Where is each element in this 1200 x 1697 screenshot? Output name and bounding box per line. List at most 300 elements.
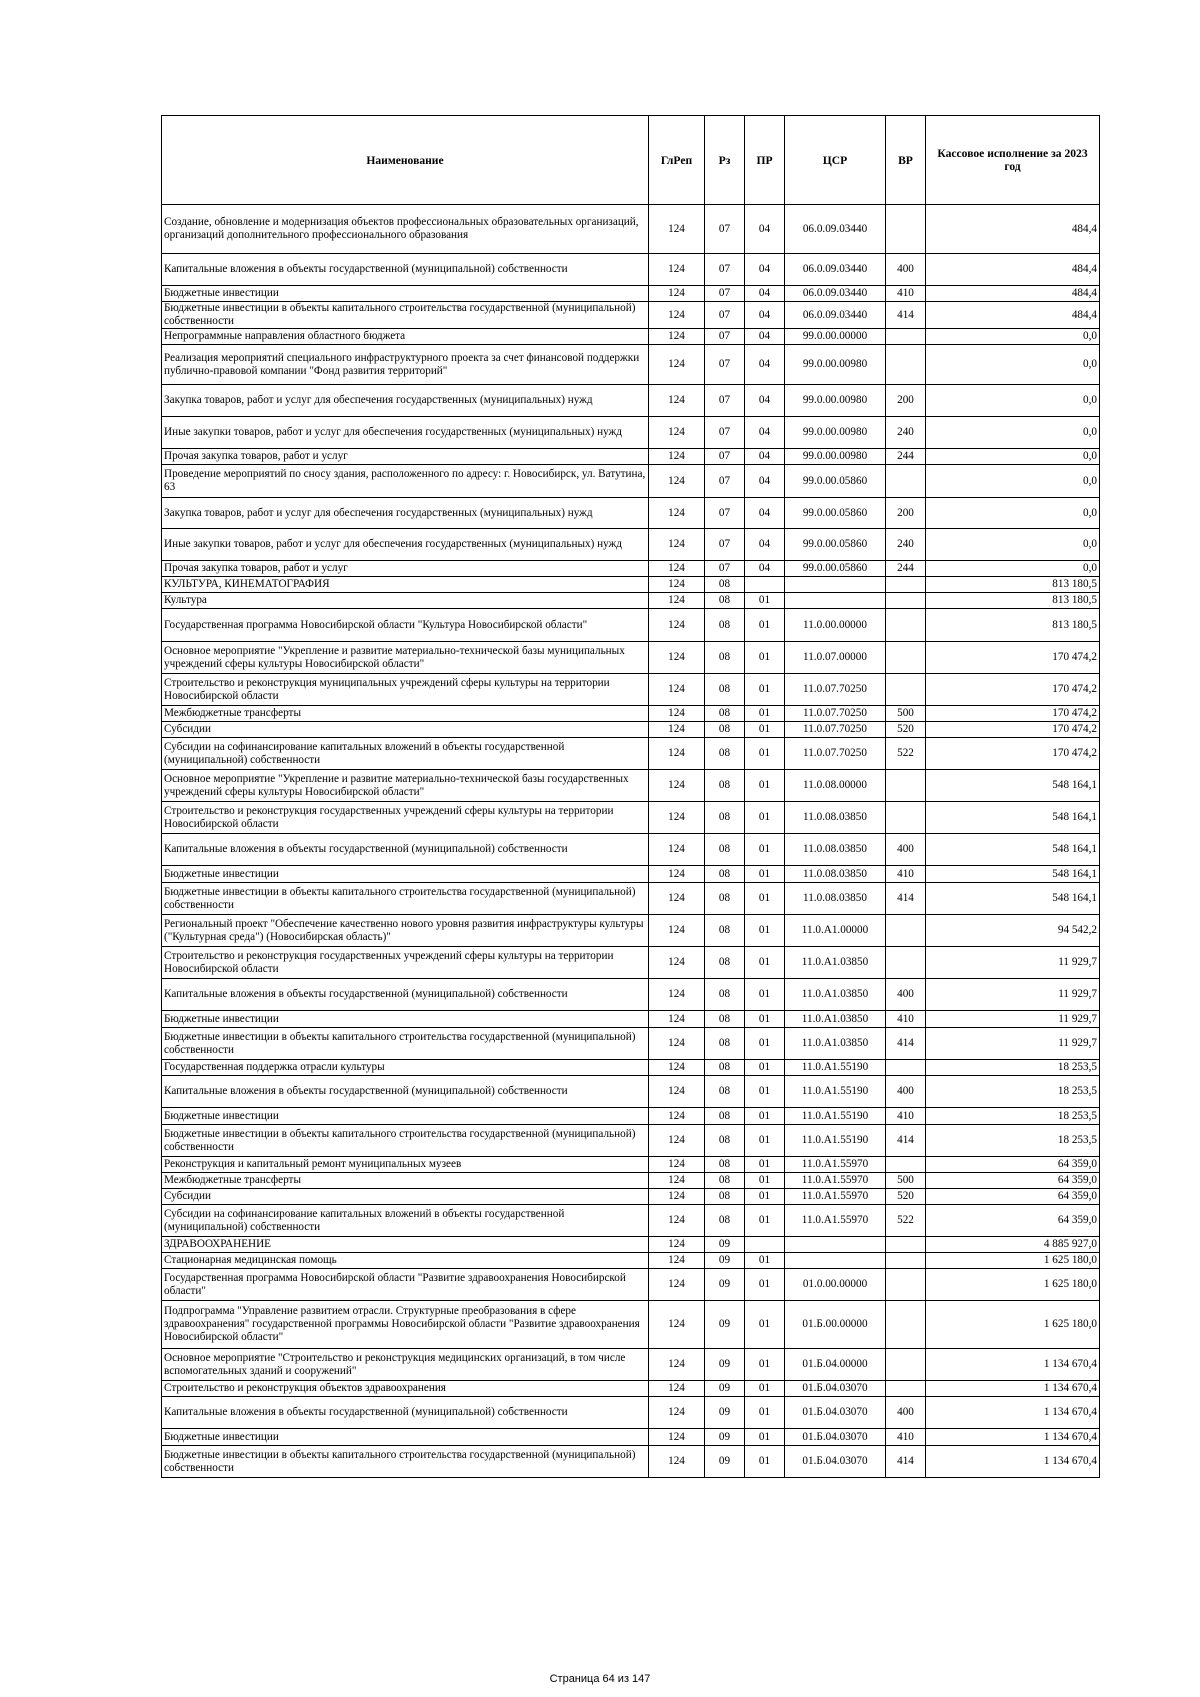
cell-amount: 64 359,0 bbox=[926, 1157, 1100, 1173]
table-row bbox=[162, 722, 1100, 738]
cell-pr: 01 bbox=[745, 609, 785, 642]
header-rz: Рз bbox=[705, 116, 745, 205]
cell-name: КУЛЬТУРА, КИНЕМАТОГРАФИЯ bbox=[162, 577, 649, 593]
cell-pr: 01 bbox=[745, 706, 785, 722]
cell-vr bbox=[886, 345, 926, 385]
table-row bbox=[162, 915, 1100, 947]
cell-pr: 01 bbox=[745, 1125, 785, 1157]
cell-pr: 01 bbox=[745, 1381, 785, 1397]
cell-vr: 400 bbox=[886, 1397, 926, 1429]
cell-rz: 09 bbox=[705, 1301, 745, 1349]
cell-csr: 99.0.00.00000 bbox=[785, 329, 886, 345]
cell-amount: 64 359,0 bbox=[926, 1189, 1100, 1205]
cell-rz: 08 bbox=[705, 1011, 745, 1028]
cell-rz: 08 bbox=[705, 577, 745, 593]
cell-pr: 01 bbox=[745, 1269, 785, 1301]
cell-vr: 414 bbox=[886, 1446, 926, 1478]
table-row bbox=[162, 1381, 1100, 1397]
cell-csr: 11.0.A1.55970 bbox=[785, 1205, 886, 1237]
cell-pr: 04 bbox=[745, 498, 785, 529]
cell-glrep: 124 bbox=[649, 1011, 705, 1028]
cell-pr: 04 bbox=[745, 465, 785, 498]
cell-vr: 200 bbox=[886, 385, 926, 417]
cell-vr bbox=[886, 577, 926, 593]
cell-csr: 11.0.07.70250 bbox=[785, 674, 886, 706]
cell-vr: 244 bbox=[886, 561, 926, 577]
cell-rz: 08 bbox=[705, 1028, 745, 1060]
cell-name: Государственная программа Новосибирской области "Культура Новосибирской области" bbox=[162, 609, 649, 642]
cell-glrep: 124 bbox=[649, 1076, 705, 1108]
cell-vr: 400 bbox=[886, 834, 926, 866]
cell-glrep: 124 bbox=[649, 205, 705, 254]
cell-glrep: 124 bbox=[649, 345, 705, 385]
cell-vr: 400 bbox=[886, 1076, 926, 1108]
cell-amount: 548 164,1 bbox=[926, 866, 1100, 883]
cell-amount: 1 134 670,4 bbox=[926, 1381, 1100, 1397]
cell-name: Основное мероприятие "Укрепление и развитие материально-технической базы государственных учреждений сферы культуры Новосибирской области" bbox=[162, 770, 649, 802]
cell-csr: 11.0.A1.55970 bbox=[785, 1157, 886, 1173]
cell-pr: 01 bbox=[745, 883, 785, 915]
cell-rz: 07 bbox=[705, 254, 745, 286]
cell-name: Субсидии bbox=[162, 722, 649, 738]
cell-glrep: 124 bbox=[649, 302, 705, 329]
cell-vr bbox=[886, 642, 926, 674]
cell-pr: 04 bbox=[745, 329, 785, 345]
cell-amount: 18 253,5 bbox=[926, 1076, 1100, 1108]
cell-pr: 01 bbox=[745, 979, 785, 1011]
cell-csr: 06.0.09.03440 bbox=[785, 286, 886, 302]
cell-csr bbox=[785, 1253, 886, 1269]
table-row bbox=[162, 1125, 1100, 1157]
cell-csr: 99.0.00.05860 bbox=[785, 561, 886, 577]
header-pr: ПР bbox=[745, 116, 785, 205]
cell-name: Бюджетные инвестиции в объекты капитального строительства государственной (муниципальной) собственности bbox=[162, 1125, 649, 1157]
cell-amount: 170 474,2 bbox=[926, 722, 1100, 738]
cell-rz: 08 bbox=[705, 593, 745, 609]
cell-rz: 09 bbox=[705, 1269, 745, 1301]
cell-vr: 410 bbox=[886, 1108, 926, 1125]
cell-rz: 09 bbox=[705, 1349, 745, 1381]
cell-csr: 01.Б.04.00000 bbox=[785, 1349, 886, 1381]
cell-rz: 07 bbox=[705, 205, 745, 254]
cell-glrep: 124 bbox=[649, 1173, 705, 1189]
cell-csr: 99.0.00.05860 bbox=[785, 465, 886, 498]
cell-glrep: 124 bbox=[649, 915, 705, 947]
header-glrep: ГлРеп bbox=[649, 116, 705, 205]
table-body bbox=[162, 205, 1100, 1478]
cell-glrep: 124 bbox=[649, 866, 705, 883]
cell-csr: 01.Б.00.00000 bbox=[785, 1301, 886, 1349]
cell-amount: 11 929,7 bbox=[926, 1011, 1100, 1028]
cell-glrep: 124 bbox=[649, 498, 705, 529]
cell-name: Строительство и реконструкция государственных учреждений сферы культуры на территории Новосибирской области bbox=[162, 947, 649, 979]
cell-rz: 09 bbox=[705, 1429, 745, 1446]
cell-vr: 400 bbox=[886, 979, 926, 1011]
table-row bbox=[162, 1157, 1100, 1173]
cell-csr: 99.0.00.05860 bbox=[785, 498, 886, 529]
cell-csr: 99.0.00.00980 bbox=[785, 449, 886, 465]
cell-csr: 11.0.A1.55190 bbox=[785, 1108, 886, 1125]
cell-name: Стационарная медицинская помощь bbox=[162, 1253, 649, 1269]
cell-name: Закупка товаров, работ и услуг для обеспечения государственных (муниципальных) нужд bbox=[162, 385, 649, 417]
cell-vr: 244 bbox=[886, 449, 926, 465]
cell-rz: 08 bbox=[705, 947, 745, 979]
cell-pr bbox=[745, 1237, 785, 1253]
cell-glrep: 124 bbox=[649, 1381, 705, 1397]
cell-pr: 04 bbox=[745, 205, 785, 254]
cell-csr: 11.0.08.00000 bbox=[785, 770, 886, 802]
cell-vr: 400 bbox=[886, 254, 926, 286]
cell-pr: 04 bbox=[745, 417, 785, 449]
cell-vr bbox=[886, 1381, 926, 1397]
cell-glrep: 124 bbox=[649, 722, 705, 738]
cell-rz: 09 bbox=[705, 1446, 745, 1478]
cell-pr: 01 bbox=[745, 1028, 785, 1060]
cell-csr: 11.0.08.03850 bbox=[785, 802, 886, 834]
cell-glrep: 124 bbox=[649, 674, 705, 706]
cell-pr: 04 bbox=[745, 449, 785, 465]
table-row bbox=[162, 706, 1100, 722]
cell-name: Субсидии на софинансирование капитальных вложений в объекты государственной (муниципальной) собственности bbox=[162, 738, 649, 770]
header-vr: ВР bbox=[886, 116, 926, 205]
cell-pr: 04 bbox=[745, 529, 785, 561]
table-row bbox=[162, 1397, 1100, 1429]
table-row bbox=[162, 286, 1100, 302]
cell-glrep: 124 bbox=[649, 529, 705, 561]
cell-rz: 08 bbox=[705, 1157, 745, 1173]
cell-amount: 1 134 670,4 bbox=[926, 1397, 1100, 1429]
cell-rz: 08 bbox=[705, 1173, 745, 1189]
cell-pr: 01 bbox=[745, 1189, 785, 1205]
cell-csr bbox=[785, 577, 886, 593]
cell-amount: 548 164,1 bbox=[926, 802, 1100, 834]
cell-amount: 0,0 bbox=[926, 385, 1100, 417]
table-row bbox=[162, 1189, 1100, 1205]
cell-csr: 99.0.00.00980 bbox=[785, 417, 886, 449]
table-row bbox=[162, 609, 1100, 642]
cell-vr bbox=[886, 674, 926, 706]
header-csr: ЦСР bbox=[785, 116, 886, 205]
cell-pr: 01 bbox=[745, 1205, 785, 1237]
cell-name: Реализация мероприятий специального инфраструктурного проекта за счет финансовой поддержки публично-правовой компании "Фонд развития территорий" bbox=[162, 345, 649, 385]
table-row bbox=[162, 1205, 1100, 1237]
cell-glrep: 124 bbox=[649, 385, 705, 417]
cell-csr: 01.Б.04.03070 bbox=[785, 1397, 886, 1429]
cell-vr: 410 bbox=[886, 1011, 926, 1028]
cell-pr: 04 bbox=[745, 385, 785, 417]
cell-glrep: 124 bbox=[649, 417, 705, 449]
cell-rz: 07 bbox=[705, 498, 745, 529]
cell-pr: 04 bbox=[745, 345, 785, 385]
cell-rz: 08 bbox=[705, 738, 745, 770]
cell-rz: 08 bbox=[705, 1205, 745, 1237]
table-row bbox=[162, 465, 1100, 498]
cell-rz: 08 bbox=[705, 722, 745, 738]
cell-vr: 500 bbox=[886, 706, 926, 722]
cell-glrep: 124 bbox=[649, 1429, 705, 1446]
table-row bbox=[162, 449, 1100, 465]
cell-csr: 06.0.09.03440 bbox=[785, 205, 886, 254]
table-row bbox=[162, 738, 1100, 770]
cell-rz: 08 bbox=[705, 609, 745, 642]
cell-amount: 0,0 bbox=[926, 449, 1100, 465]
cell-amount: 64 359,0 bbox=[926, 1205, 1100, 1237]
cell-amount: 1 625 180,0 bbox=[926, 1301, 1100, 1349]
cell-vr bbox=[886, 947, 926, 979]
cell-glrep: 124 bbox=[649, 609, 705, 642]
cell-csr: 11.0.08.03850 bbox=[785, 834, 886, 866]
cell-rz: 08 bbox=[705, 866, 745, 883]
cell-glrep: 124 bbox=[649, 593, 705, 609]
cell-vr: 520 bbox=[886, 1189, 926, 1205]
cell-vr bbox=[886, 1237, 926, 1253]
cell-rz: 07 bbox=[705, 302, 745, 329]
cell-name: Государственная программа Новосибирской области "Развитие здравоохранения Новосибирской области" bbox=[162, 1269, 649, 1301]
cell-pr: 01 bbox=[745, 738, 785, 770]
cell-name: Межбюджетные трансферты bbox=[162, 1173, 649, 1189]
cell-rz: 07 bbox=[705, 529, 745, 561]
cell-amount: 170 474,2 bbox=[926, 674, 1100, 706]
cell-csr: 99.0.00.05860 bbox=[785, 529, 886, 561]
cell-rz: 08 bbox=[705, 770, 745, 802]
cell-amount: 484,4 bbox=[926, 286, 1100, 302]
table-row bbox=[162, 561, 1100, 577]
cell-pr: 01 bbox=[745, 1349, 785, 1381]
cell-csr: 11.0.A1.03850 bbox=[785, 979, 886, 1011]
cell-name: Бюджетные инвестиции в объекты капитального строительства государственной (муниципальной) собственности bbox=[162, 302, 649, 329]
cell-glrep: 124 bbox=[649, 449, 705, 465]
cell-name: Строительство и реконструкция объектов здравоохранения bbox=[162, 1381, 649, 1397]
cell-csr: 11.0.A1.55190 bbox=[785, 1060, 886, 1076]
cell-vr bbox=[886, 205, 926, 254]
cell-pr: 01 bbox=[745, 770, 785, 802]
cell-glrep: 124 bbox=[649, 1205, 705, 1237]
cell-csr: 11.0.A1.55190 bbox=[785, 1076, 886, 1108]
cell-glrep: 124 bbox=[649, 329, 705, 345]
cell-pr bbox=[745, 577, 785, 593]
table-row bbox=[162, 674, 1100, 706]
cell-name: Реконструкция и капитальный ремонт муниципальных музеев bbox=[162, 1157, 649, 1173]
cell-pr: 01 bbox=[745, 1108, 785, 1125]
table-row bbox=[162, 1173, 1100, 1189]
cell-rz: 07 bbox=[705, 286, 745, 302]
cell-vr: 414 bbox=[886, 1028, 926, 1060]
cell-csr: 11.0.A1.03850 bbox=[785, 1011, 886, 1028]
cell-csr: 11.0.A1.55190 bbox=[785, 1125, 886, 1157]
cell-name: Капитальные вложения в объекты государственной (муниципальной) собственности bbox=[162, 979, 649, 1011]
cell-name: Культура bbox=[162, 593, 649, 609]
cell-rz: 07 bbox=[705, 465, 745, 498]
cell-name: Проведение мероприятий по сносу здания, расположенного по адресу: г. Новосибирск, ул. Ватутина, 63 bbox=[162, 465, 649, 498]
cell-name: Основное мероприятие "Укрепление и развитие материально-технической базы муниципальных учреждений сферы культуры Новосибирской области" bbox=[162, 642, 649, 674]
cell-amount: 484,4 bbox=[926, 302, 1100, 329]
cell-pr: 01 bbox=[745, 915, 785, 947]
table-row bbox=[162, 1108, 1100, 1125]
cell-amount: 813 180,5 bbox=[926, 577, 1100, 593]
cell-pr: 01 bbox=[745, 1301, 785, 1349]
cell-amount: 813 180,5 bbox=[926, 609, 1100, 642]
cell-rz: 09 bbox=[705, 1253, 745, 1269]
cell-name: Закупка товаров, работ и услуг для обеспечения государственных (муниципальных) нужд bbox=[162, 498, 649, 529]
cell-pr: 01 bbox=[745, 1157, 785, 1173]
cell-glrep: 124 bbox=[649, 577, 705, 593]
cell-pr: 01 bbox=[745, 1429, 785, 1446]
cell-amount: 548 164,1 bbox=[926, 834, 1100, 866]
cell-rz: 08 bbox=[705, 979, 745, 1011]
cell-name: Субсидии на софинансирование капитальных вложений в объекты государственной (муниципальной) собственности bbox=[162, 1205, 649, 1237]
cell-pr: 01 bbox=[745, 1076, 785, 1108]
cell-glrep: 124 bbox=[649, 883, 705, 915]
cell-csr: 11.0.A1.55970 bbox=[785, 1189, 886, 1205]
table-row bbox=[162, 417, 1100, 449]
page-number: Страница 64 из 147 bbox=[549, 1673, 651, 1685]
table-row bbox=[162, 205, 1100, 254]
cell-vr bbox=[886, 1060, 926, 1076]
cell-pr: 01 bbox=[745, 947, 785, 979]
cell-rz: 08 bbox=[705, 915, 745, 947]
cell-glrep: 124 bbox=[649, 1157, 705, 1173]
cell-amount: 94 542,2 bbox=[926, 915, 1100, 947]
cell-name: Прочая закупка товаров, работ и услуг bbox=[162, 449, 649, 465]
table-row bbox=[162, 1253, 1100, 1269]
cell-glrep: 124 bbox=[649, 834, 705, 866]
cell-name: Создание, обновление и модернизация объектов профессиональных образовательных организаций, организаций дополнительного профессионального образования bbox=[162, 205, 649, 254]
cell-csr: 11.0.A1.03850 bbox=[785, 947, 886, 979]
table-row bbox=[162, 577, 1100, 593]
cell-rz: 08 bbox=[705, 1076, 745, 1108]
cell-rz: 07 bbox=[705, 345, 745, 385]
table-row bbox=[162, 770, 1100, 802]
cell-rz: 07 bbox=[705, 385, 745, 417]
cell-amount: 484,4 bbox=[926, 205, 1100, 254]
cell-rz: 08 bbox=[705, 642, 745, 674]
cell-csr: 99.0.00.00980 bbox=[785, 345, 886, 385]
cell-rz: 08 bbox=[705, 802, 745, 834]
cell-name: Капитальные вложения в объекты государственной (муниципальной) собственности bbox=[162, 254, 649, 286]
cell-glrep: 124 bbox=[649, 738, 705, 770]
table-row bbox=[162, 329, 1100, 345]
cell-pr: 01 bbox=[745, 593, 785, 609]
cell-name: Бюджетные инвестиции bbox=[162, 866, 649, 883]
cell-csr: 11.0.07.70250 bbox=[785, 706, 886, 722]
cell-name: Строительство и реконструкция муниципальных учреждений сферы культуры на территории Новосибирской области bbox=[162, 674, 649, 706]
cell-pr: 01 bbox=[745, 1173, 785, 1189]
cell-csr bbox=[785, 593, 886, 609]
cell-vr: 500 bbox=[886, 1173, 926, 1189]
cell-glrep: 124 bbox=[649, 642, 705, 674]
cell-vr bbox=[886, 1349, 926, 1381]
cell-amount: 1 625 180,0 bbox=[926, 1253, 1100, 1269]
table-row bbox=[162, 302, 1100, 329]
cell-glrep: 124 bbox=[649, 1028, 705, 1060]
table-row bbox=[162, 883, 1100, 915]
cell-rz: 08 bbox=[705, 883, 745, 915]
cell-rz: 09 bbox=[705, 1397, 745, 1429]
cell-name: Субсидии bbox=[162, 1189, 649, 1205]
cell-glrep: 124 bbox=[649, 254, 705, 286]
table-row bbox=[162, 529, 1100, 561]
cell-glrep: 124 bbox=[649, 1253, 705, 1269]
cell-pr: 01 bbox=[745, 1011, 785, 1028]
cell-pr: 04 bbox=[745, 286, 785, 302]
cell-pr: 01 bbox=[745, 1397, 785, 1429]
cell-amount: 548 164,1 bbox=[926, 883, 1100, 915]
cell-name: Подпрограмма "Управление развитием отрасли. Структурные преобразования в сфере здравоохранения" государственной программы Новосибирской области "Развитие здравоохранения Новосибирской области" bbox=[162, 1301, 649, 1349]
cell-rz: 08 bbox=[705, 1060, 745, 1076]
cell-vr bbox=[886, 802, 926, 834]
cell-amount: 170 474,2 bbox=[926, 738, 1100, 770]
cell-name: Строительство и реконструкция государственных учреждений сферы культуры на территории Новосибирской области bbox=[162, 802, 649, 834]
cell-vr: 414 bbox=[886, 302, 926, 329]
cell-glrep: 124 bbox=[649, 706, 705, 722]
header-name: Наименование bbox=[162, 116, 649, 205]
cell-vr: 200 bbox=[886, 498, 926, 529]
cell-amount: 0,0 bbox=[926, 417, 1100, 449]
cell-amount: 0,0 bbox=[926, 561, 1100, 577]
cell-vr bbox=[886, 593, 926, 609]
cell-name: Межбюджетные трансферты bbox=[162, 706, 649, 722]
cell-pr: 04 bbox=[745, 254, 785, 286]
cell-name: Бюджетные инвестиции bbox=[162, 1429, 649, 1446]
cell-rz: 08 bbox=[705, 706, 745, 722]
cell-vr bbox=[886, 609, 926, 642]
cell-amount: 1 134 670,4 bbox=[926, 1446, 1100, 1478]
cell-amount: 1 625 180,0 bbox=[926, 1269, 1100, 1301]
cell-name: Прочая закупка товаров, работ и услуг bbox=[162, 561, 649, 577]
table-row bbox=[162, 1349, 1100, 1381]
cell-amount: 0,0 bbox=[926, 529, 1100, 561]
cell-glrep: 124 bbox=[649, 802, 705, 834]
cell-pr: 01 bbox=[745, 642, 785, 674]
cell-rz: 07 bbox=[705, 329, 745, 345]
cell-amount: 11 929,7 bbox=[926, 1028, 1100, 1060]
cell-vr: 522 bbox=[886, 738, 926, 770]
cell-name: Региональный проект "Обеспечение качественно нового уровня развития инфраструктуры культуры ("Культурная среда") (Новосибирская область)" bbox=[162, 915, 649, 947]
table-row bbox=[162, 593, 1100, 609]
cell-glrep: 124 bbox=[649, 465, 705, 498]
cell-name: Непрограммные направления областного бюджета bbox=[162, 329, 649, 345]
cell-name: Бюджетные инвестиции bbox=[162, 1108, 649, 1125]
cell-csr: 11.0.A1.03850 bbox=[785, 1028, 886, 1060]
cell-rz: 09 bbox=[705, 1237, 745, 1253]
cell-amount: 0,0 bbox=[926, 329, 1100, 345]
cell-amount: 18 253,5 bbox=[926, 1060, 1100, 1076]
cell-csr: 11.0.A1.00000 bbox=[785, 915, 886, 947]
table-row bbox=[162, 345, 1100, 385]
table-row bbox=[162, 1060, 1100, 1076]
cell-rz: 08 bbox=[705, 1108, 745, 1125]
cell-name: Капитальные вложения в объекты государственной (муниципальной) собственности bbox=[162, 1076, 649, 1108]
cell-csr: 11.0.08.03850 bbox=[785, 866, 886, 883]
cell-glrep: 124 bbox=[649, 1269, 705, 1301]
cell-csr: 11.0.07.70250 bbox=[785, 722, 886, 738]
cell-csr: 11.0.07.00000 bbox=[785, 642, 886, 674]
cell-glrep: 124 bbox=[649, 1446, 705, 1478]
cell-pr: 01 bbox=[745, 674, 785, 706]
cell-vr bbox=[886, 1157, 926, 1173]
cell-vr: 240 bbox=[886, 529, 926, 561]
cell-glrep: 124 bbox=[649, 1108, 705, 1125]
cell-name: Капитальные вложения в объекты государственной (муниципальной) собственности bbox=[162, 834, 649, 866]
cell-pr: 04 bbox=[745, 302, 785, 329]
cell-csr: 99.0.00.00980 bbox=[785, 385, 886, 417]
cell-rz: 07 bbox=[705, 449, 745, 465]
cell-amount: 18 253,5 bbox=[926, 1125, 1100, 1157]
cell-amount: 1 134 670,4 bbox=[926, 1429, 1100, 1446]
cell-name: Бюджетные инвестиции в объекты капитального строительства государственной (муниципальной) собственности bbox=[162, 1446, 649, 1478]
cell-name: Бюджетные инвестиции в объекты капитального строительства государственной (муниципальной) собственности bbox=[162, 883, 649, 915]
cell-rz: 08 bbox=[705, 674, 745, 706]
